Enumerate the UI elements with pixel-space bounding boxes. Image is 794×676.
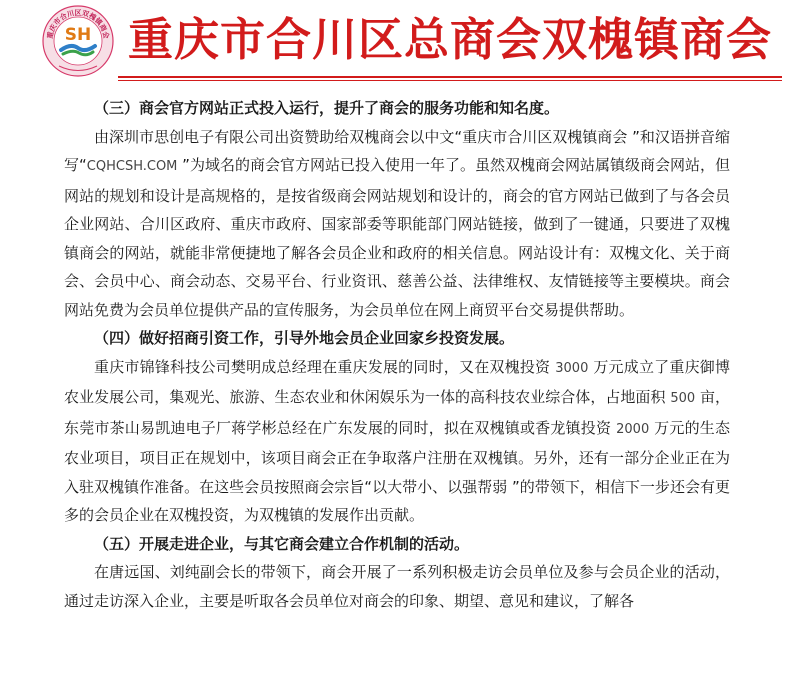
svg-text:SH: SH (64, 25, 92, 45)
section-paragraph: 重庆市锦锋科技公司樊明成总经理在重庆发展的同时，又在双槐投资 3000 万元成立了重庆御博农业发展公司，集观光、旅游、生态农业和休闲娱乐为一体的高科技农业综合体，占地面积 500 亩，东莞市茶山易凯迪电子厂蒋学彬总经在广东发展的同时，拟在双槐镇或香龙镇投资 2000 万元的生态农业项目，项目正在规划中，该项目商会正在争取落户注册在双槐镇。另外，还有一部分企业正在为入驻双槐镇作准备。在这些会员按照商会宗旨“以大带小、以强帮弱 ”的带领下，相信下一步还会有更多的会员企业在双槐投资，为双槐镇的发展作出贡献。 (64, 357, 730, 524)
header-divider (118, 76, 782, 78)
page-header (0, 0, 794, 86)
section-paragraph: 由深圳市思创电子有限公司出资赞助给双槐商会以中文“重庆市合川区双槐镇商会 ”和汉语拼音缩写“CQHCSH.COM ”为域名的商会官方网站已投入使用一年了。虽然双槐商会网站属镇级商会网站，但网站的规划和设计是高规格的，是按省级商会网站规划和设计的，商会的官方网站已做到了与各会员企业网站、合川区政府、重庆市政府、国家部委等职能部门网站链接，做到了一键通，只要进了双槐镇商会的网站，就能非常便捷地了解各会员企业和政府的相关信息。网站设计有：双槐文化、关于商会、会员中心、商会动态、交易平台、行业资讯、慈善公益、法律维权、友情链接等主要模块。商会网站免费为会员单位提供产品的宣传服务，为会员单位在网上商贸平台交易提供帮助。 (64, 127, 730, 319)
section-heading: （五）开展走进企业，与其它商会建立合作机制的活动。 (94, 534, 470, 553)
chamber-logo-icon (41, 4, 115, 78)
website-domain: CQHCSH.COM (86, 159, 178, 174)
article-body (64, 94, 730, 615)
land-area: 500 (670, 391, 696, 406)
investment-amount: 3000 (555, 360, 589, 376)
svg-text:重庆市合川区双槐镇商会: 重庆市合川区双槐镇商会 (45, 9, 111, 40)
header-divider-thin (118, 80, 782, 81)
section-heading: （四）做好招商引资工作，引导外地会员企业回家乡投资发展。 (94, 329, 515, 347)
section-heading: （三）商会官方网站正式投入运行，提升了商会的服务功能和知名度。 (94, 99, 560, 117)
section-paragraph: 在唐远国、刘纯副会长的带领下，商会开展了一系列积极走访会员单位及参与会员企业的活动，通过走访深入企业，主要是听取各会员单位对商会的印象、期望、意见和建议，了解各 (64, 563, 730, 610)
investment-amount: 2000 (616, 421, 650, 437)
site-title: 重庆市合川区总商会双槐镇商会 (128, 13, 773, 66)
